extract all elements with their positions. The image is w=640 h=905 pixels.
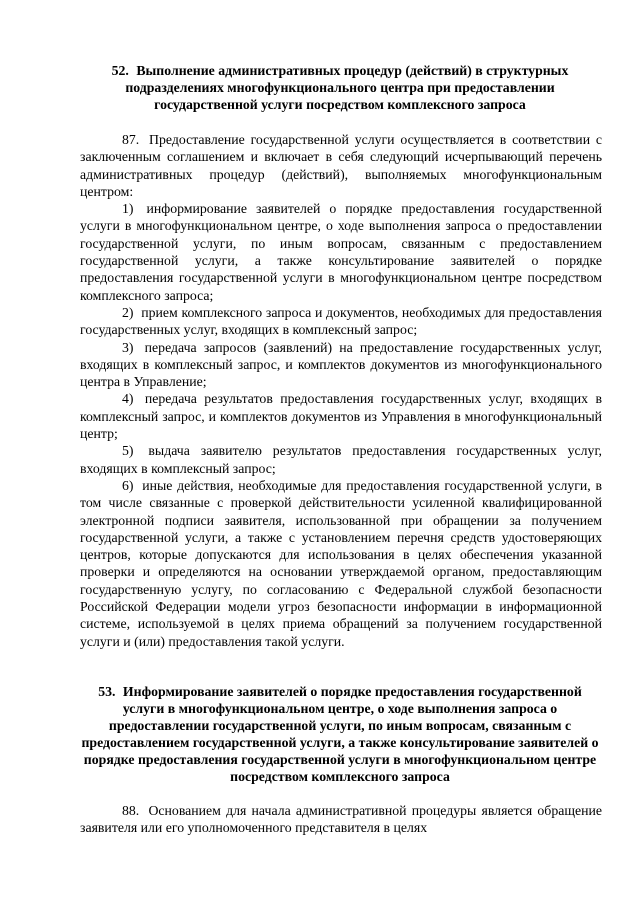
list-item-number: 4) bbox=[122, 391, 134, 407]
list-item-number: 2) bbox=[122, 304, 134, 320]
list-item-6 bbox=[80, 477, 602, 650]
section-number: 52. bbox=[111, 63, 129, 78]
list-item-5 bbox=[80, 442, 602, 477]
list-item-text: передача запросов (заявлений) на предоставление государственных услуг, входящих в комплексный запрос, и комплектов документов из многофункционального центра в Управление; bbox=[80, 339, 602, 390]
paragraph-number: 87. bbox=[122, 132, 140, 147]
list-item-text: иные действия, необходимые для предоставления государственной услуги, в том числе связанные с проверкой действительности усиленной квалифицированной электронной подписи заявителя, использованной при обращении за получением государственной услуги, а также с установлением перечня средств удостоверяющих центров, которые допускаются для использования в целях обеспечения указанной проверки и определяются на основании утверждаемой органом, предоставляющим государственную услугу, по согласованию с Федеральной службой безопасности Российской Федерации модели угроз безопасности информации в информационной системе, используемой в целях приема обращений за получением государственной услуги и (или) предоставления такой услуги. bbox=[80, 477, 602, 649]
section-number: 53. bbox=[98, 684, 116, 699]
paragraph-88 bbox=[80, 802, 602, 837]
list-item-number: 1) bbox=[122, 201, 134, 217]
list-item-text: передача результатов предоставления государственных услуг, входящих в комплексный запрос, и комплектов документов из Управления в многофункциональный центр; bbox=[80, 391, 602, 442]
section-53-heading bbox=[80, 683, 600, 785]
section-52-heading bbox=[80, 62, 600, 113]
list-item-2 bbox=[80, 304, 602, 339]
list-item-text: выдача заявителю результатов предоставления государственных услуг, входящих в комплексный запрос; bbox=[80, 443, 602, 476]
list-item-3 bbox=[80, 339, 602, 391]
paragraph-number: 88. bbox=[122, 803, 140, 818]
section-53-body bbox=[80, 802, 602, 837]
section-52-body bbox=[80, 131, 602, 650]
list-item-number: 6) bbox=[122, 477, 134, 493]
list-item-number: 5) bbox=[122, 443, 134, 459]
section-title: Выполнение административных процедур (действий) в структурных подразделениях многофункционального центра при предоставлении государственной услуги посредством комплексного запроса bbox=[125, 63, 569, 112]
section-title: Информирование заявителей о порядке предоставления государственной услуги в многофункциональном центре, о ходе выполнения запроса о предоставлении государственной услуги, по иным вопросам, связанным с предоставлением государственной услуги, а также консультирование заявителей о порядке предоставления государственной услуги в многофункциональном центре посредством комплексного запроса bbox=[81, 684, 599, 784]
list-item-text: информирование заявителей о порядке предоставления государственной услуги в многофункциональном центре, о ходе выполнения запроса о предоставлении государственной услуги, по иным вопросам, связанным с предоставлением государственной услуги, а также консультирование заявителей о порядке предоставления государственной услуги в многофункциональном центре посредством комплексного запроса; bbox=[80, 201, 602, 303]
list-item-1 bbox=[80, 200, 602, 304]
list-item-text: прием комплексного запроса и документов, необходимых для предоставления государственных услуг, входящих в комплексный запрос; bbox=[80, 304, 602, 338]
list-item-4 bbox=[80, 390, 602, 442]
list-item-number: 3) bbox=[122, 339, 134, 355]
paragraph-text: Основанием для начала административной процедуры является обращение заявителя или его уполномоченного представителя в целях bbox=[80, 803, 602, 836]
paragraph-87 bbox=[80, 131, 602, 200]
paragraph-text: Предоставление государственной услуги осуществляется в соответствии с заключенным соглашением и включает в себя следующий исчерпывающий перечень административных процедур (действий), выполняемых многофункциональным центром: bbox=[80, 132, 602, 199]
